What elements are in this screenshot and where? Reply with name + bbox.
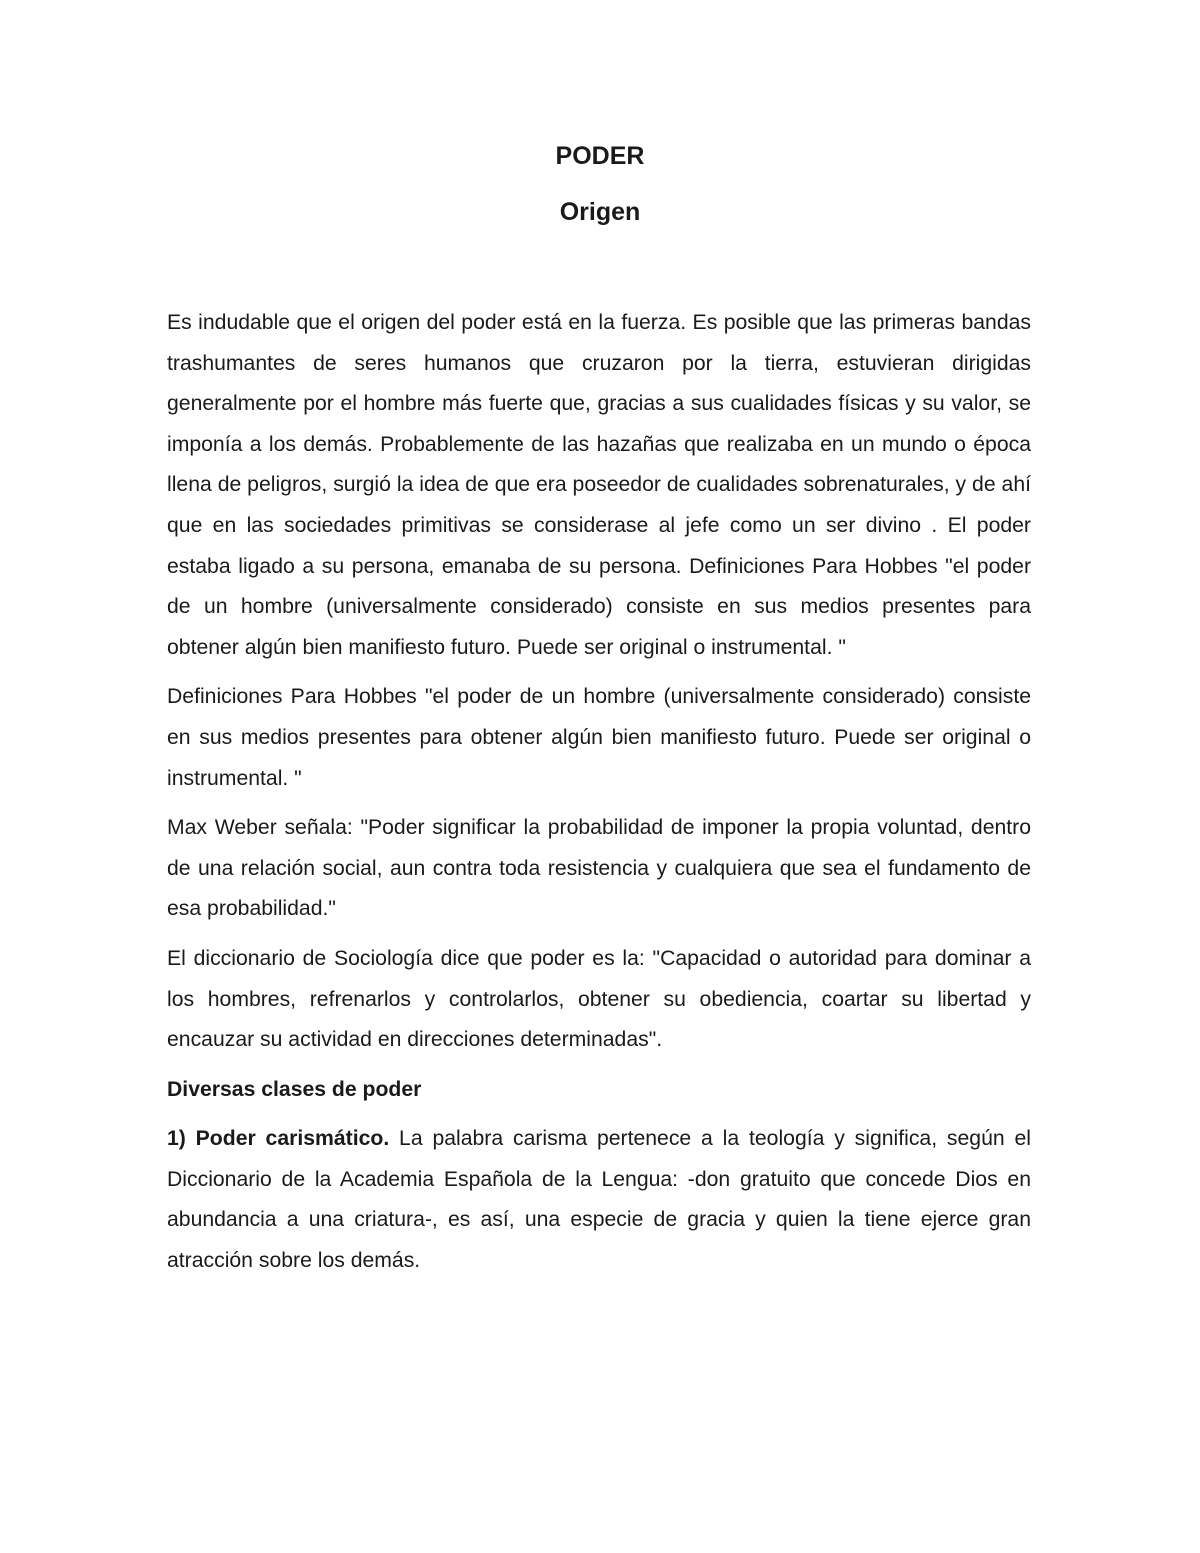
paragraph-weber: Max Weber señala: "Poder significar la probabilidad de imponer la propia voluntad, dentro de una relación social, aun contra toda resistencia y cualquiera que sea el fundamento de esa probabilidad." [167,816,1031,921]
item-text: La palabra carisma pertenece a la teología y significa, según el Diccionario de la Academia Española de la Lengua: -don gratuito que concede Dios en abundancia a una criatura-, es así, una especie de gracia y quien la tiene ejerce gran atracción sobre los demás. [167,1127,1031,1273]
item-lead: 1) Poder carismático. [167,1127,390,1151]
paragraph-hobbes: Definiciones Para Hobbes "el poder de un hombre (universalmente considerado) consiste en sus medios presentes para obtener algún bien manifiesto futuro. Puede ser original o instrumental. " [167,685,1031,790]
section-heading: Diversas clases de poder [167,1077,422,1101]
document-title: PODER [555,142,645,170]
document-body [167,303,1031,1291]
document-subtitle: Origen [559,198,641,226]
list-item-charismatic [167,1119,1031,1281]
paragraph-dictionary: El diccionario de Sociología dice que poder es la: "Capacidad o autoridad para dominar a los hombres, refrenarlos y controlarlos, obtener su obediencia, coartar su libertad y encauzar su actividad en direcciones determinadas". [167,946,1031,1052]
paragraph-origin: Es indudable que el origen del poder está en la fuerza. Es posible que las primeras bandas trashumantes de seres humanos que cruzaron por la tierra, estuvieran dirigidas generalmente por el hombre más fuerte que, gracias a sus cualidades físicas y su valor, se imponía a los demás. Probablemente de las hazañas que realizaba en un mundo o época llena de peligros, surgió la idea de que era poseedor de cualidades sobrenaturales, y de ahí que en las sociedades primitivas se considerase al jefe como un ser divino . El poder estaba ligado a su persona, emanaba de su persona. Definiciones Para Hobbes "el poder de un hombre (universalmente considerado) consiste en sus medios presentes para obtener algún bien manifiesto futuro. Puede ser original o instrumental. " [167,311,1031,659]
